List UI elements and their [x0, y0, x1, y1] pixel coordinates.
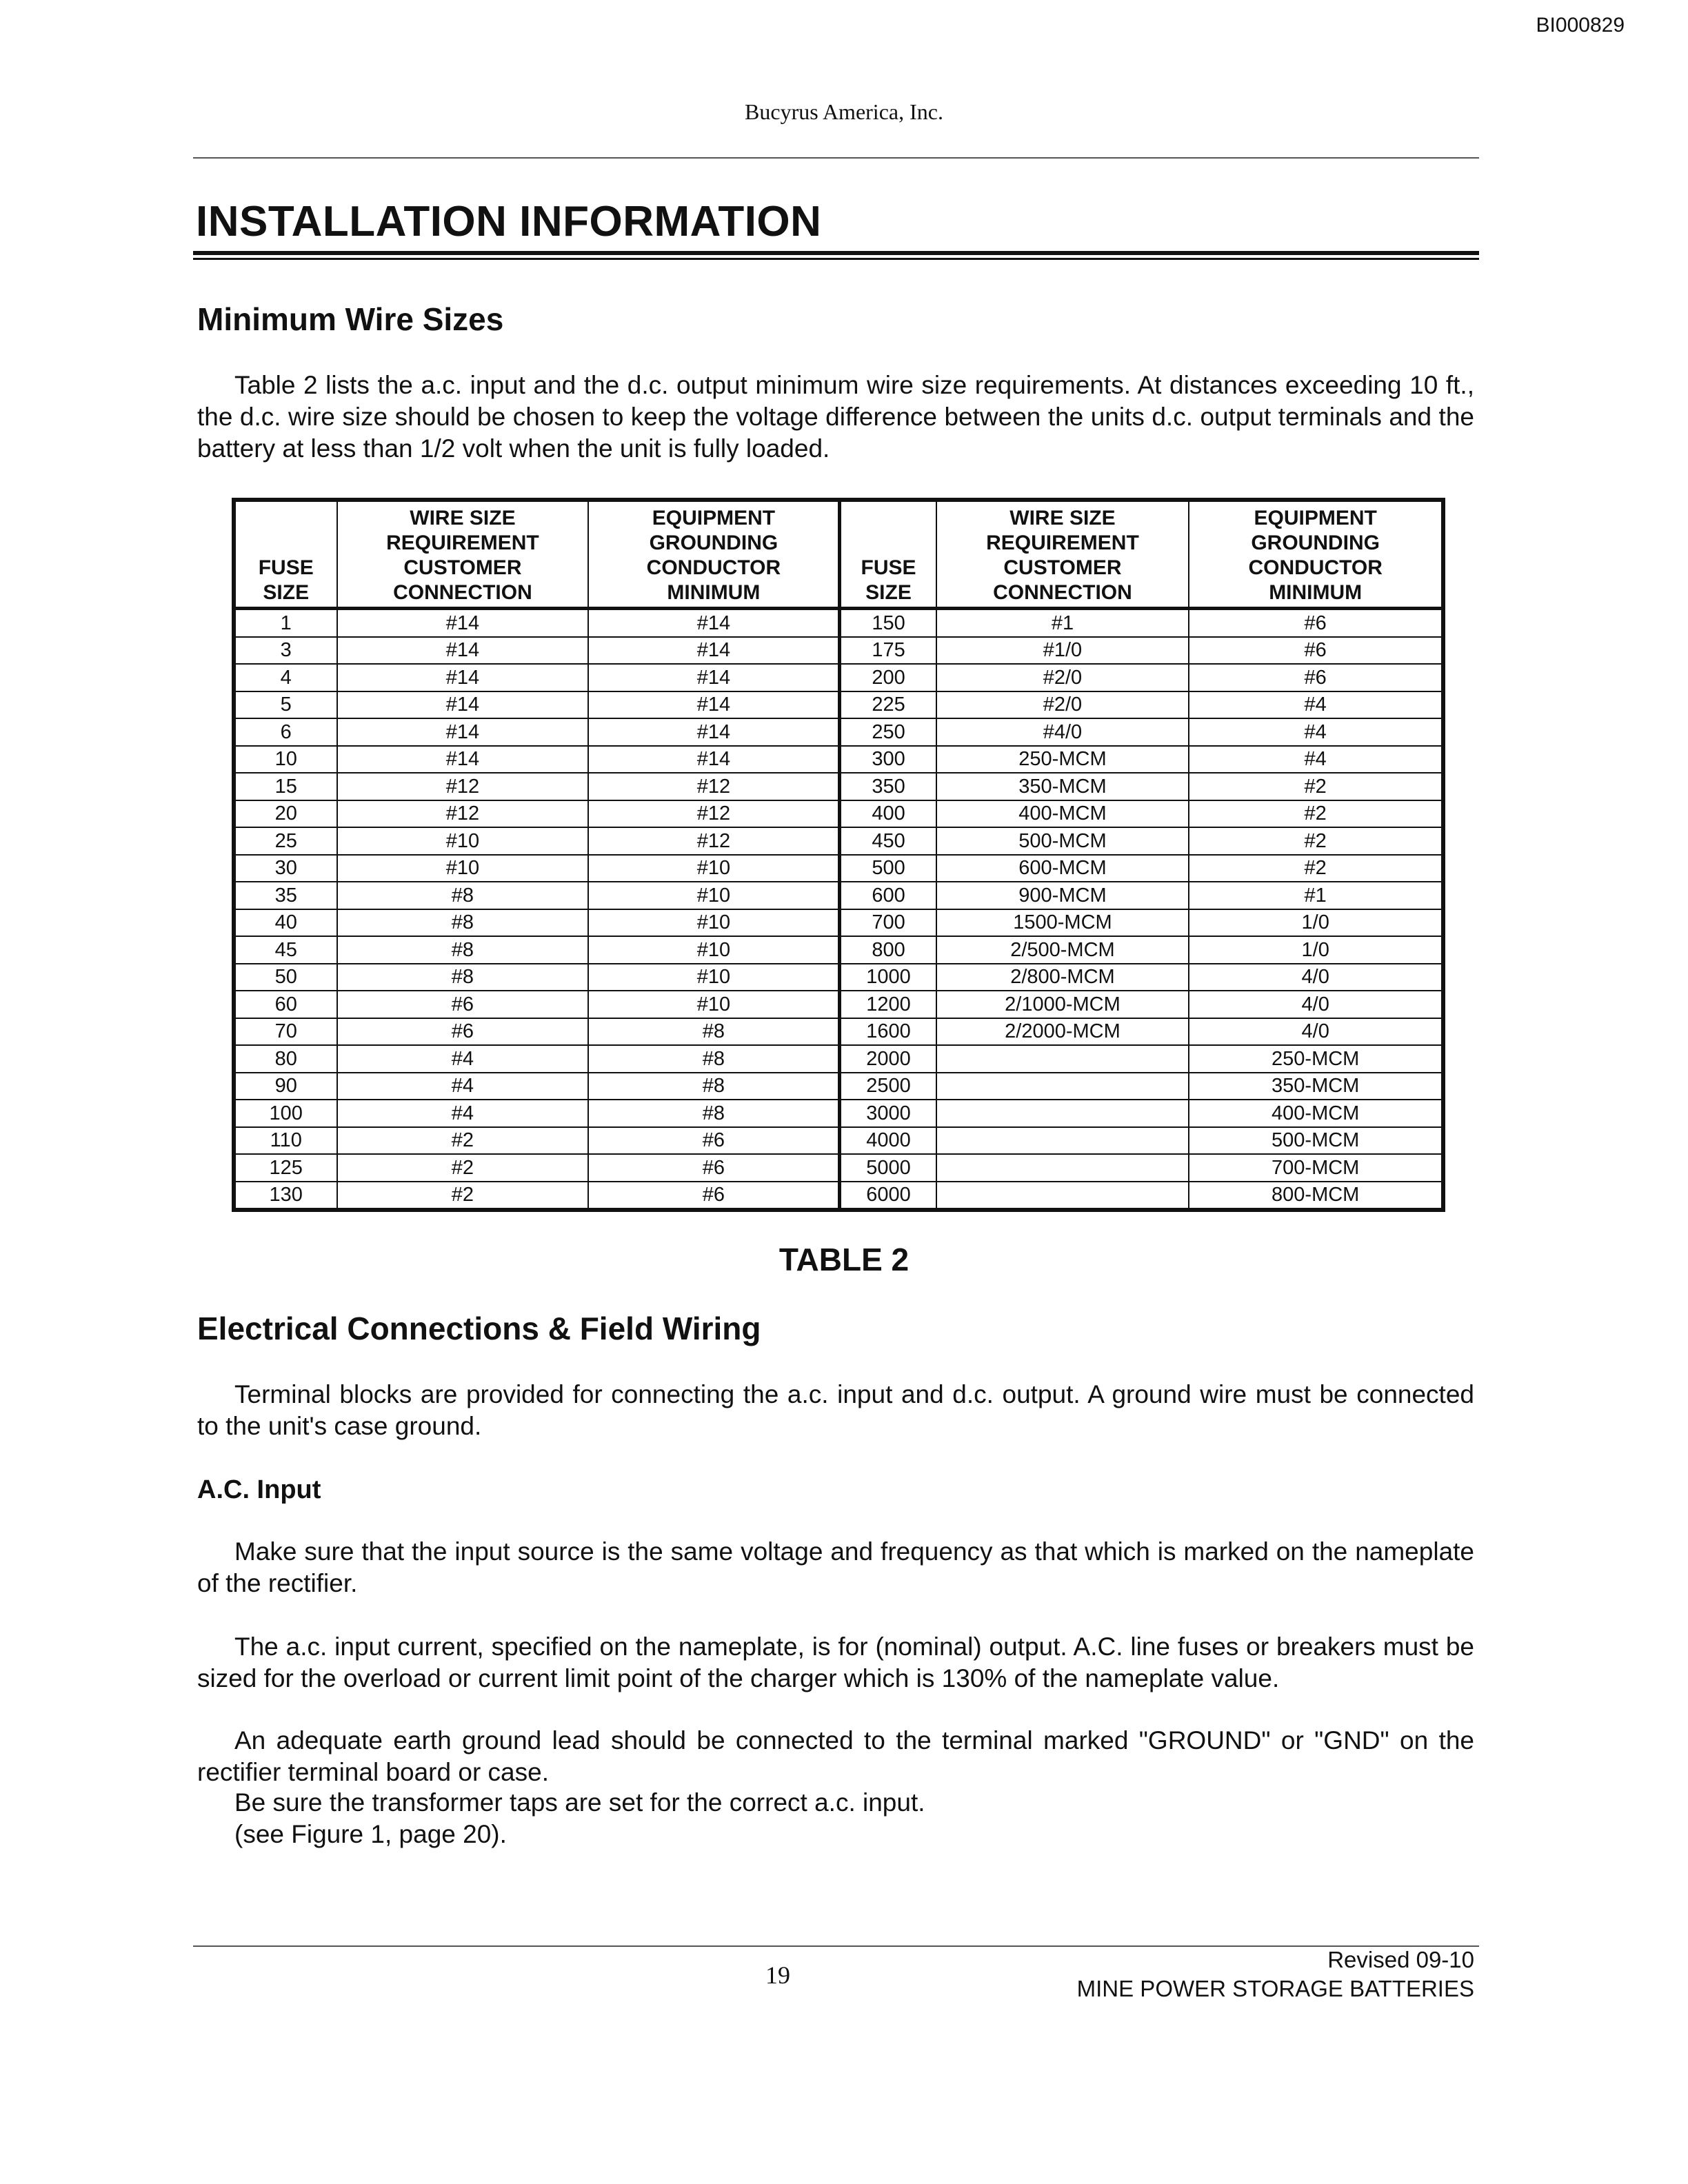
- header-equipment-grounding: [1189, 500, 1443, 609]
- cell-grounding-conductor: 4/0: [1189, 964, 1443, 991]
- cell-grounding-conductor: 800-MCM: [1189, 1182, 1443, 1211]
- cell-fuse-size: 500: [840, 855, 936, 882]
- table-row: [234, 746, 1443, 774]
- header-fuse-size: [234, 500, 337, 609]
- cell-grounding-conductor: #10: [588, 855, 840, 882]
- cell-wire-size: [936, 1073, 1189, 1100]
- cell-fuse-size: 300: [840, 746, 936, 774]
- cell-grounding-conductor: 1/0: [1189, 936, 1443, 964]
- cell-wire-size: #6: [337, 991, 589, 1018]
- cell-grounding-conductor: #4: [1189, 691, 1443, 719]
- table-row: [234, 827, 1443, 855]
- cell-wire-size: 250-MCM: [936, 746, 1189, 774]
- cell-wire-size: #8: [337, 882, 589, 909]
- cell-wire-size: 400-MCM: [936, 800, 1189, 828]
- cell-grounding-conductor: #6: [1189, 609, 1443, 637]
- section-heading-ac-input: A.C. Input: [197, 1475, 321, 1504]
- cell-fuse-size: 6000: [840, 1182, 936, 1211]
- table-row: [234, 1182, 1443, 1211]
- header-line: WIRE SIZE: [410, 507, 516, 529]
- cell-wire-size: #4/0: [936, 718, 1189, 746]
- header-line: FUSE: [861, 556, 916, 579]
- table-caption: TABLE 2: [778, 1242, 910, 1277]
- cell-grounding-conductor: #10: [588, 882, 840, 909]
- table-row: [234, 991, 1443, 1018]
- cell-fuse-size: 6: [234, 718, 337, 746]
- header-wire-size-requirement: [337, 500, 589, 609]
- table-row: [234, 718, 1443, 746]
- cell-fuse-size: 5000: [840, 1154, 936, 1182]
- cell-grounding-conductor: 4/0: [1189, 991, 1443, 1018]
- cell-fuse-size: 200: [840, 664, 936, 691]
- cell-wire-size: #4: [337, 1100, 589, 1127]
- header-line: REQUIREMENT: [986, 532, 1139, 554]
- cell-grounding-conductor: #6: [588, 1127, 840, 1155]
- paragraph-text: Table 2 lists the a.c. input and the d.c. output minimum wire size requirements. At distances exceeding 10 ft., the d.c. wire size should be chosen to keep the voltage difference between the units d.c. output terminals and the battery at less than 1/2 volt when the unit is fully loaded.: [197, 371, 1474, 463]
- cell-grounding-conductor: #14: [588, 637, 840, 665]
- cell-grounding-conductor: #8: [588, 1045, 840, 1073]
- cell-grounding-conductor: #6: [588, 1154, 840, 1182]
- cell-grounding-conductor: #8: [588, 1100, 840, 1127]
- cell-fuse-size: 100: [234, 1100, 337, 1127]
- cell-grounding-conductor: 500-MCM: [1189, 1127, 1443, 1155]
- cell-grounding-conductor: #6: [588, 1182, 840, 1211]
- paragraph-min-wire-sizes: [197, 370, 1474, 465]
- cell-grounding-conductor: #4: [1189, 718, 1443, 746]
- cell-fuse-size: 4: [234, 664, 337, 691]
- paragraph-text: Make sure that the input source is the same voltage and frequency as that which is marked on the nameplate of the rectifier.: [197, 1537, 1474, 1597]
- header-line: GROUNDING: [1251, 532, 1380, 554]
- cell-wire-size: 900-MCM: [936, 882, 1189, 909]
- cell-fuse-size: 1600: [840, 1018, 936, 1046]
- cell-grounding-conductor: #14: [588, 609, 840, 637]
- cell-wire-size: #2: [337, 1154, 589, 1182]
- cell-fuse-size: 30: [234, 855, 337, 882]
- cell-grounding-conductor: #12: [588, 827, 840, 855]
- footer-doc-title: MINE POWER STORAGE BATTERIES: [1076, 1976, 1474, 2001]
- table-row: [234, 1154, 1443, 1182]
- header-line: MINIMUM: [667, 581, 761, 604]
- cell-fuse-size: 4000: [840, 1127, 936, 1155]
- cell-fuse-size: 25: [234, 827, 337, 855]
- header-wire-size-requirement: [936, 500, 1189, 609]
- cell-fuse-size: 1: [234, 609, 337, 637]
- cell-wire-size: #4: [337, 1073, 589, 1100]
- cell-wire-size: #2: [337, 1127, 589, 1155]
- cell-grounding-conductor: #6: [1189, 637, 1443, 665]
- cell-grounding-conductor: #14: [588, 718, 840, 746]
- cell-wire-size: #10: [337, 827, 589, 855]
- title-rule-thick: [193, 251, 1479, 255]
- cell-grounding-conductor: #6: [1189, 664, 1443, 691]
- cell-fuse-size: 800: [840, 936, 936, 964]
- cell-fuse-size: 450: [840, 827, 936, 855]
- cell-wire-size: #2/0: [936, 691, 1189, 719]
- page-title: INSTALLATION INFORMATION: [196, 198, 822, 245]
- cell-fuse-size: 110: [234, 1127, 337, 1155]
- cell-fuse-size: 700: [840, 909, 936, 937]
- header-line: CONDUCTOR: [1248, 556, 1383, 579]
- table-row: [234, 773, 1443, 800]
- cell-wire-size: #14: [337, 637, 589, 665]
- header-line: CUSTOMER: [403, 556, 522, 579]
- cell-grounding-conductor: #2: [1189, 800, 1443, 828]
- cell-grounding-conductor: #4: [1189, 746, 1443, 774]
- cell-grounding-conductor: 1/0: [1189, 909, 1443, 937]
- header-line: EQUIPMENT: [652, 507, 776, 529]
- cell-fuse-size: 90: [234, 1073, 337, 1100]
- cell-fuse-size: 80: [234, 1045, 337, 1073]
- header-line: GROUNDING: [649, 532, 778, 554]
- cell-fuse-size: 70: [234, 1018, 337, 1046]
- cell-wire-size: 2/2000-MCM: [936, 1018, 1189, 1046]
- section-heading-electrical-connections: Electrical Connections & Field Wiring: [197, 1311, 761, 1346]
- table-row: [234, 609, 1443, 637]
- cell-grounding-conductor: #2: [1189, 855, 1443, 882]
- header-line: CONDUCTOR: [646, 556, 781, 579]
- cell-wire-size: [936, 1182, 1189, 1211]
- cell-grounding-conductor: #10: [588, 964, 840, 991]
- paragraph-ac-input-1: [197, 1536, 1474, 1599]
- page-number: 19: [765, 1961, 790, 1989]
- table-row: [234, 1127, 1443, 1155]
- cell-fuse-size: 225: [840, 691, 936, 719]
- header-company: Bucyrus America, Inc.: [745, 99, 943, 124]
- cell-wire-size: #14: [337, 718, 589, 746]
- cell-wire-size: #10: [337, 855, 589, 882]
- header-line: CONNECTION: [393, 581, 532, 604]
- cell-grounding-conductor: 700-MCM: [1189, 1154, 1443, 1182]
- cell-fuse-size: 60: [234, 991, 337, 1018]
- revision-date: Revised 09-10: [1327, 1947, 1474, 1972]
- table-row: [234, 691, 1443, 719]
- header-line: FUSE: [258, 556, 314, 579]
- header-line: CUSTOMER: [1003, 556, 1122, 579]
- cell-wire-size: 500-MCM: [936, 827, 1189, 855]
- cell-fuse-size: 10: [234, 746, 337, 774]
- cell-fuse-size: 45: [234, 936, 337, 964]
- table-row: [234, 1073, 1443, 1100]
- cell-wire-size: #2: [337, 1182, 589, 1211]
- title-rule-thin: [193, 258, 1479, 260]
- cell-wire-size: [936, 1045, 1189, 1073]
- paragraph-ac-input-3: [197, 1725, 1474, 1788]
- cell-wire-size: 1500-MCM: [936, 909, 1189, 937]
- cell-grounding-conductor: #8: [588, 1018, 840, 1046]
- cell-wire-size: #4: [337, 1045, 589, 1073]
- cell-wire-size: [936, 1100, 1189, 1127]
- table-row: [234, 964, 1443, 991]
- cell-wire-size: 600-MCM: [936, 855, 1189, 882]
- header-line: EQUIPMENT: [1254, 507, 1377, 529]
- cell-wire-size: #14: [337, 691, 589, 719]
- table-header-row: [234, 500, 1443, 609]
- cell-fuse-size: 3: [234, 637, 337, 665]
- table-row: [234, 637, 1443, 665]
- cell-grounding-conductor: #8: [588, 1073, 840, 1100]
- instruction-see-figure: (see Figure 1, page 20).: [234, 1820, 507, 1848]
- header-equipment-grounding: [588, 500, 840, 609]
- section-heading-min-wire-sizes: Minimum Wire Sizes: [197, 301, 504, 337]
- cell-wire-size: #8: [337, 964, 589, 991]
- cell-fuse-size: 50: [234, 964, 337, 991]
- paragraph-text: Terminal blocks are provided for connecting the a.c. input and d.c. output. A ground wire must be connected to the unit's case ground.: [197, 1380, 1474, 1440]
- cell-fuse-size: 350: [840, 773, 936, 800]
- cell-grounding-conductor: #1: [1189, 882, 1443, 909]
- header-line: SIZE: [263, 581, 310, 604]
- cell-fuse-size: 600: [840, 882, 936, 909]
- header-line: MINIMUM: [1269, 581, 1363, 604]
- header-rule: [193, 157, 1479, 159]
- cell-fuse-size: 1200: [840, 991, 936, 1018]
- cell-fuse-size: 40: [234, 909, 337, 937]
- cell-wire-size: #14: [337, 664, 589, 691]
- table-row: [234, 909, 1443, 937]
- table-row: [234, 1100, 1443, 1127]
- wire-size-table: [232, 498, 1445, 1212]
- cell-grounding-conductor: 400-MCM: [1189, 1100, 1443, 1127]
- cell-wire-size: 2/500-MCM: [936, 936, 1189, 964]
- cell-wire-size: #8: [337, 909, 589, 937]
- cell-wire-size: #6: [337, 1018, 589, 1046]
- footer-info: [1077, 1945, 1474, 2003]
- cell-grounding-conductor: #14: [588, 664, 840, 691]
- table-row: [234, 1045, 1443, 1073]
- cell-grounding-conductor: 250-MCM: [1189, 1045, 1443, 1073]
- cell-wire-size: #12: [337, 773, 589, 800]
- cell-grounding-conductor: #2: [1189, 773, 1443, 800]
- cell-wire-size: [936, 1127, 1189, 1155]
- cell-grounding-conductor: #10: [588, 909, 840, 937]
- cell-wire-size: #1/0: [936, 637, 1189, 665]
- cell-fuse-size: 1000: [840, 964, 936, 991]
- cell-wire-size: 350-MCM: [936, 773, 1189, 800]
- cell-grounding-conductor: 350-MCM: [1189, 1073, 1443, 1100]
- cell-fuse-size: 2000: [840, 1045, 936, 1073]
- cell-wire-size: #12: [337, 800, 589, 828]
- table-body: [234, 609, 1443, 1211]
- cell-wire-size: #14: [337, 609, 589, 637]
- cell-grounding-conductor: #2: [1189, 827, 1443, 855]
- cell-grounding-conductor: #14: [588, 746, 840, 774]
- paragraph-text: The a.c. input current, specified on the nameplate, is for (nominal) output. A.C. line fuses or breakers must be sized for the overload or current limit point of the charger which is 130% of the nameplate value.: [197, 1632, 1474, 1692]
- table-row: [234, 936, 1443, 964]
- cell-wire-size: 2/800-MCM: [936, 964, 1189, 991]
- cell-grounding-conductor: #10: [588, 991, 840, 1018]
- table-row: [234, 882, 1443, 909]
- cell-grounding-conductor: #14: [588, 691, 840, 719]
- cell-fuse-size: 125: [234, 1154, 337, 1182]
- cell-fuse-size: 5: [234, 691, 337, 719]
- header-line: REQUIREMENT: [386, 532, 539, 554]
- header-line: SIZE: [865, 581, 912, 604]
- cell-wire-size: #8: [337, 936, 589, 964]
- cell-wire-size: #14: [337, 746, 589, 774]
- cell-wire-size: [936, 1154, 1189, 1182]
- cell-wire-size: 2/1000-MCM: [936, 991, 1189, 1018]
- header-fuse-size: [840, 500, 936, 609]
- cell-fuse-size: 3000: [840, 1100, 936, 1127]
- cell-wire-size: #2/0: [936, 664, 1189, 691]
- cell-fuse-size: 15: [234, 773, 337, 800]
- cell-fuse-size: 250: [840, 718, 936, 746]
- cell-fuse-size: 400: [840, 800, 936, 828]
- instruction-transformer-taps: Be sure the transformer taps are set for the correct a.c. input.: [234, 1788, 925, 1817]
- cell-fuse-size: 175: [840, 637, 936, 665]
- cell-fuse-size: 150: [840, 609, 936, 637]
- cell-fuse-size: 130: [234, 1182, 337, 1211]
- cell-wire-size: #1: [936, 609, 1189, 637]
- header-line: CONNECTION: [993, 581, 1132, 604]
- paragraph-ac-input-2: [197, 1631, 1474, 1695]
- table-row: [234, 800, 1443, 828]
- header-line: WIRE SIZE: [1009, 507, 1116, 529]
- cell-fuse-size: 2500: [840, 1073, 936, 1100]
- cell-grounding-conductor: 4/0: [1189, 1018, 1443, 1046]
- cell-grounding-conductor: #12: [588, 773, 840, 800]
- table-row: [234, 1018, 1443, 1046]
- paragraph-text: An adequate earth ground lead should be connected to the terminal marked "GROUND" or "GND" on the rectifier terminal board or case.: [197, 1726, 1474, 1786]
- cell-fuse-size: 35: [234, 882, 337, 909]
- paragraph-electrical-connections: [197, 1379, 1474, 1442]
- cell-grounding-conductor: #12: [588, 800, 840, 828]
- cell-grounding-conductor: #10: [588, 936, 840, 964]
- table-row: [234, 855, 1443, 882]
- cell-fuse-size: 20: [234, 800, 337, 828]
- table-row: [234, 664, 1443, 691]
- document-id: BI000829: [1536, 14, 1625, 37]
